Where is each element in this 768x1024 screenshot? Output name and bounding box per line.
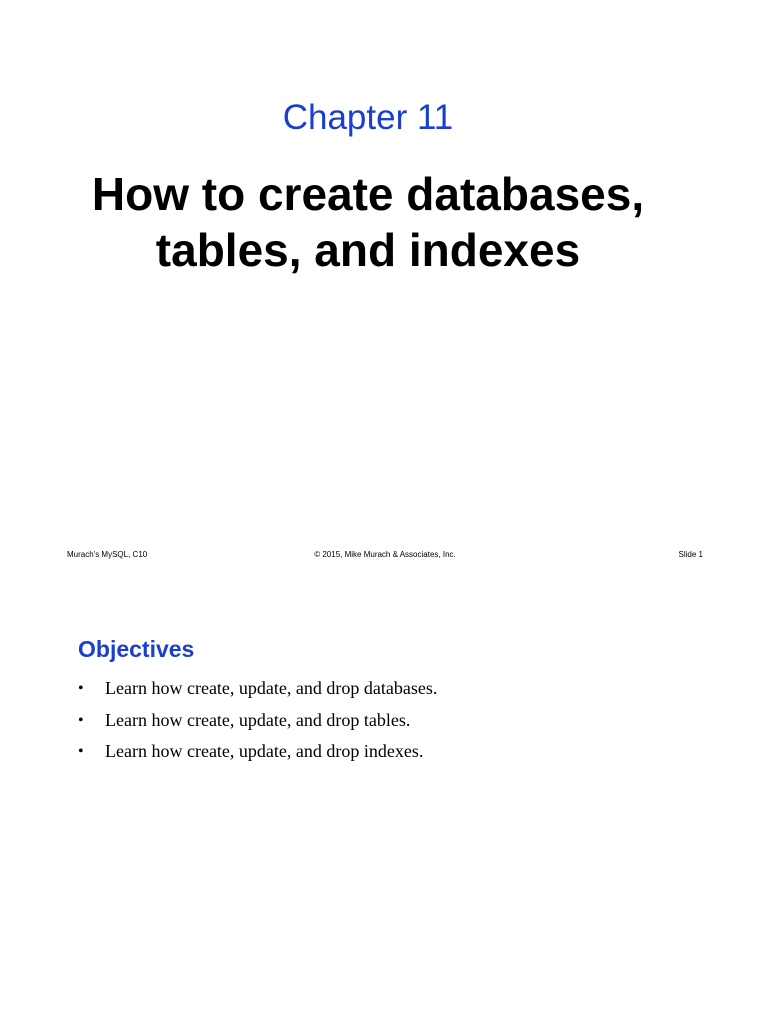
slide-footer (67, 549, 703, 561)
footer-copyright: © 2015, Mike Murach & Associates, Inc. (314, 550, 456, 559)
slide-title-line: tables, and indexes (155, 224, 581, 276)
list-item (78, 705, 437, 737)
footer-course: Murach's MySQL, C10 (67, 550, 148, 559)
slide-title-line: How to create databases, (91, 168, 645, 220)
objectives-list (78, 673, 437, 768)
objectives-heading: Objectives (78, 636, 195, 662)
objectives-slide (0, 576, 768, 1024)
chapter-label: Chapter 11 (282, 98, 454, 137)
list-item (78, 673, 437, 705)
slide-title (0, 166, 736, 278)
list-item-text: Learn how create, update, and drop databases. (105, 678, 438, 698)
bullet-icon: • (78, 711, 84, 729)
bullet-icon: • (78, 743, 84, 760)
footer-slide-number: Slide 1 (678, 550, 703, 559)
list-item-text: Learn how create, update, and drop tables. (105, 709, 411, 730)
list-item-text: Learn how create, update, and drop indexes. (105, 741, 424, 761)
list-item (78, 736, 437, 768)
bullet-icon: • (78, 680, 84, 697)
